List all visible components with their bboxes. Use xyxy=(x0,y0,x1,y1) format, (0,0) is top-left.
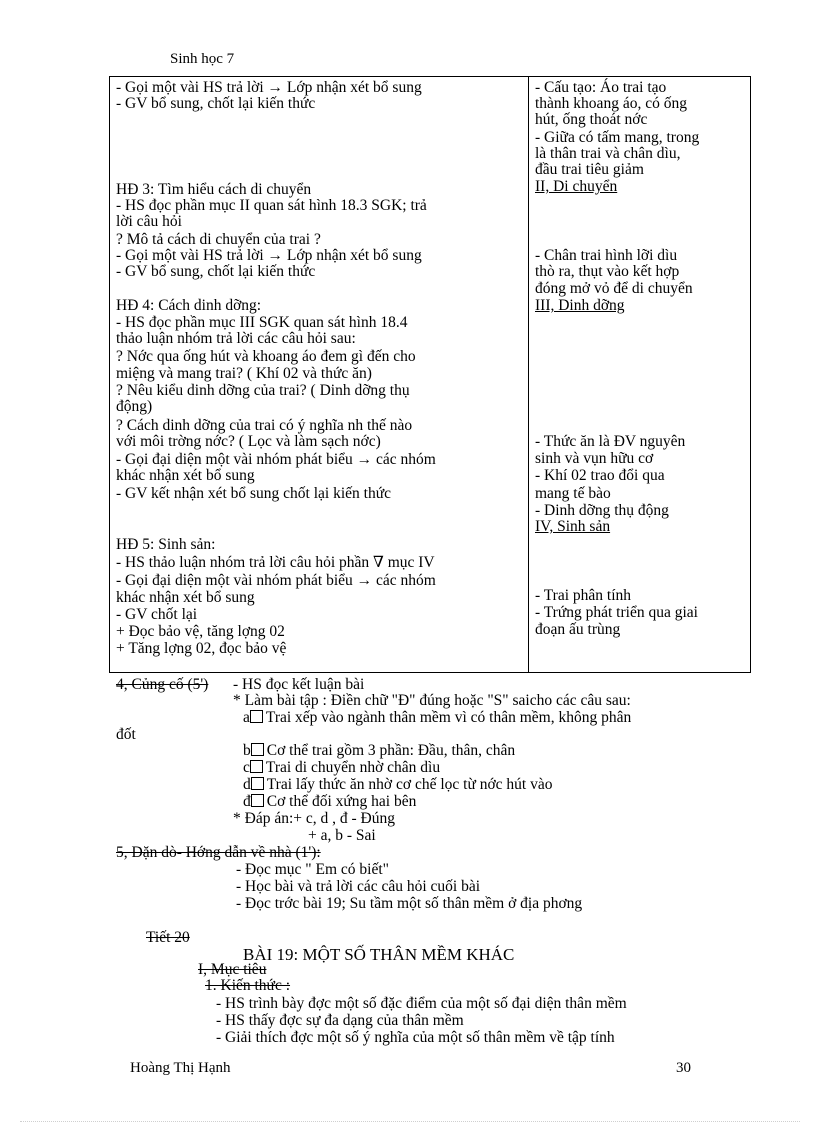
item-text: Trai di chuyển nhờ chân dìu xyxy=(265,759,441,776)
page-bottom-border xyxy=(20,1121,800,1122)
table-right-line: - Dinh dỡng thụ động xyxy=(535,502,669,519)
table-right-line: thò ra, thụt vào kết hợp xyxy=(535,263,680,280)
answer-checkbox[interactable] xyxy=(251,743,264,756)
exercise-item-a xyxy=(243,710,631,726)
item-letter: a xyxy=(243,709,250,726)
section-ii-heading: II, Di chuyển xyxy=(535,178,618,195)
answer-checkbox[interactable] xyxy=(251,777,264,790)
table-divider xyxy=(528,76,529,672)
section-iii-heading: III, Dinh dỡng xyxy=(535,297,625,314)
objectives-heading: I, Mục tiêu xyxy=(198,961,267,978)
table-right-line: đầu trai tiêu giảm xyxy=(535,161,644,178)
table-left-line: - HS đọc phần mục II quan sát hình 18.3 SGK; trả xyxy=(116,197,427,214)
table-left-line: + Đọc bảo vệ, tăng lợng 02 xyxy=(116,623,285,640)
answer-checkbox[interactable] xyxy=(251,794,264,807)
table-left-line: - Gọi một vài HS trả lời → Lớp nhận xét bổ sung xyxy=(116,247,422,264)
consolidation-line: - HS đọc kết luận bài xyxy=(233,676,365,693)
table-right-line: sinh và vụn hữu cơ xyxy=(535,450,654,467)
table-right-line: - Giữa có tấm mang, trong xyxy=(535,129,700,146)
homework-line: - Đọc mục " Em có biết" xyxy=(236,861,389,878)
table-right-line: - Chân trai hình lỡi dìu xyxy=(535,247,678,264)
table-left-line: khác nhận xét bổ sung xyxy=(116,589,255,606)
table-left-line: ? Mô tả cách di chuyển của trai ? xyxy=(116,231,321,248)
table-right-line: - Khí 02 trao đổi qua xyxy=(535,467,665,484)
page-header-subject: Sinh học 7 xyxy=(170,51,235,67)
table-right-line: - Cấu tạo: Áo trai tạo xyxy=(535,79,667,96)
table-left-line: thảo luận nhóm trả lời các câu hỏi sau: xyxy=(116,330,356,347)
knowledge-line: - Giải thích đợc một số ý nghĩa của một số thân mềm về tập tính xyxy=(216,1029,615,1046)
exercise-item-c xyxy=(243,760,440,776)
table-left-line: - GV bổ sung, chốt lại kiến thức xyxy=(116,263,316,280)
table-right-line: mang tế bào xyxy=(535,485,611,502)
table-left-line: động) xyxy=(116,398,153,415)
activity-3-heading: HĐ 3: Tìm hiểu cách di chuyển xyxy=(116,181,312,198)
lesson-title: BÀI 19: MỘT SỐ THÂN MỀM KHÁC xyxy=(243,945,515,964)
section-iv-heading: IV, Sinh sản xyxy=(535,518,611,535)
item-letter: đ xyxy=(243,793,251,810)
item-text: Cơ thể đối xứng hai bên xyxy=(266,793,417,810)
item-letter: b xyxy=(243,742,251,759)
table-left-line: - HS thảo luận nhóm trả lời câu hỏi phần ∇ mục IV xyxy=(116,554,435,571)
table-left-line: với môi trờng nớc? ( Lọc và làm sạch nớc) xyxy=(116,433,381,450)
consolidation-heading: 4, Củng cố (5') xyxy=(116,676,209,693)
table-right-line: là thân trai và chân dìu, xyxy=(535,145,681,162)
knowledge-heading: 1. Kiến thức : xyxy=(205,977,291,994)
table-right-line: - Thức ăn là ĐV nguyên xyxy=(535,433,686,450)
activity-5-heading: HĐ 5: Sinh sản: xyxy=(116,536,216,553)
table-left-line: + Tăng lợng 02, đọc bảo vệ xyxy=(116,640,287,657)
table-left-line: lời câu hỏi xyxy=(116,213,182,230)
table-right-line: - Trứng phát triển qua giai xyxy=(535,604,698,621)
footer-page-number: 30 xyxy=(676,1060,691,1076)
item-text: Trai xếp vào ngành thân mềm vì có thân mềm, không phân xyxy=(265,709,632,726)
footer-author: Hoàng Thị Hạnh xyxy=(130,1060,231,1076)
answer-key-wrong: + a, b - Sai xyxy=(308,827,376,844)
table-left-line: - Gọi đại diện một vài nhóm phát biểu → các nhóm xyxy=(116,572,436,589)
homework-line: - Học bài và trả lời các câu hỏi cuối bài xyxy=(236,878,481,895)
table-right-line: hút, ống thoát nớc xyxy=(535,111,648,128)
table-right-line: đóng mở vỏ để di chuyển xyxy=(535,280,693,297)
table-left-line: ? Nêu kiểu dinh dỡng của trai? ( Dinh dỡng thụ xyxy=(116,382,410,399)
table-right-line: - Trai phân tính xyxy=(535,587,632,604)
table-left-line: - GV chốt lại xyxy=(116,606,198,623)
table-left-line: - HS đọc phần mục III SGK quan sát hình 18.4 xyxy=(116,314,408,331)
activity-4-heading: HĐ 4: Cách dinh dỡng: xyxy=(116,297,262,314)
period-label: Tiết 20 xyxy=(146,929,190,946)
table-left-line: - GV kết nhận xét bổ sung chốt lại kiến thức xyxy=(116,485,392,502)
table-left-line: - Gọi một vài HS trả lời → Lớp nhận xét bổ sung xyxy=(116,79,422,96)
table-right-line: thành khoang áo, có ống xyxy=(535,95,687,112)
answer-checkbox[interactable] xyxy=(250,760,263,773)
exercise-item-dd xyxy=(243,794,416,810)
homework-heading: 5, Dặn dò- Hớng dẫn về nhà (1'): xyxy=(116,844,321,861)
item-text: Trai lấy thức ăn nhờ cơ chế lọc từ nớc hút vào xyxy=(266,776,553,793)
table-left-line: ? Cách dinh dỡng của trai có ý nghĩa nh thế nào xyxy=(116,417,413,434)
knowledge-line: - HS trình bày đợc một số đặc điểm của một số đại diện thân mềm xyxy=(216,995,627,1012)
answer-checkbox[interactable] xyxy=(250,710,263,723)
item-text: Cơ thể trai gồm 3 phần: Đầu, thân, chân xyxy=(266,742,516,759)
item-letter: c xyxy=(243,759,250,776)
table-left-line: khác nhận xét bổ sung xyxy=(116,467,255,484)
exercise-item-d xyxy=(243,777,553,793)
exercise-item-a-cont: đốt xyxy=(116,726,136,743)
homework-line: - Đọc trớc bài 19; Su tầm một số thân mềm ở địa phơng xyxy=(236,895,583,912)
table-left-line: - GV bổ sung, chốt lại kiến thức xyxy=(116,95,316,112)
exercise-instruction: * Làm bài tập : Điền chữ "Đ" đúng hoặc "S" saicho các câu sau: xyxy=(233,692,631,709)
answer-key-correct: * Đáp án:+ c, d , đ - Đúng xyxy=(233,810,395,827)
item-letter: d xyxy=(243,776,251,793)
table-left-line: ? Nớc qua ống hút và khoang áo đem gì đến cho xyxy=(116,348,416,365)
table-left-line: miệng và mang trai? ( Khí 02 và thức ăn) xyxy=(116,365,372,382)
exercise-item-b xyxy=(243,743,515,759)
table-right-line: đoạn ấu trùng xyxy=(535,621,621,638)
table-left-line: - Gọi đại diện một vài nhóm phát biểu → các nhóm xyxy=(116,451,436,468)
knowledge-line: - HS thấy đợc sự đa dạng của thân mềm xyxy=(216,1012,464,1029)
